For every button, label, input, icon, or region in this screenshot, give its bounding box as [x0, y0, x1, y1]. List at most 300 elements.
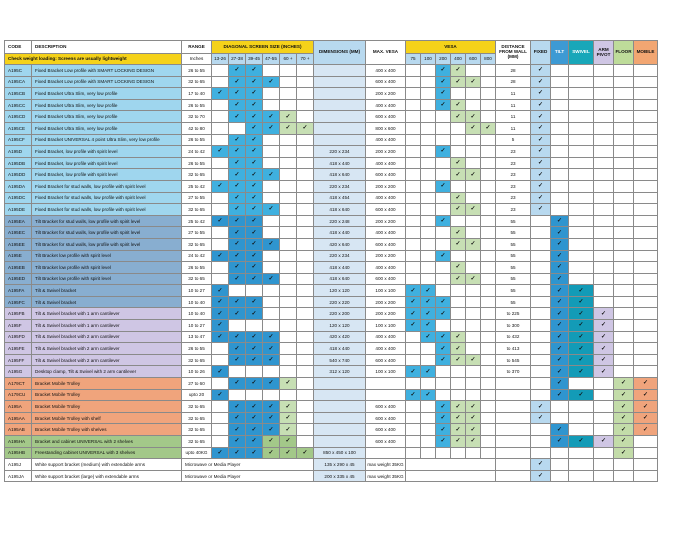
cell-size-check: ✓	[229, 157, 246, 169]
cell-code: A195FF	[5, 354, 32, 366]
cell-size-check: ✓	[246, 76, 263, 88]
cell-size-check	[297, 215, 314, 227]
cell-max-vesa: 400 x 400	[366, 134, 406, 146]
cell-arm-check	[594, 447, 614, 459]
table-row	[5, 470, 658, 482]
cell-swivel-check	[569, 412, 594, 424]
cell-tilt-check	[551, 65, 569, 77]
cell-fixed-check	[531, 389, 551, 401]
cell-fixed-check: ✓	[531, 180, 551, 192]
cell-vesa-check	[466, 343, 481, 355]
cell-vesa-check	[421, 354, 436, 366]
cell-max-vesa: 200 x 200	[366, 180, 406, 192]
cell-distance	[496, 412, 531, 424]
cell-vesa-check	[436, 238, 451, 250]
cell-tilt-check: ✓	[551, 320, 569, 332]
cell-size-check: ✓	[246, 331, 263, 343]
cell-floor-check	[614, 238, 634, 250]
cell-swivel-check	[569, 88, 594, 100]
cell-size-check: ✓	[263, 238, 280, 250]
cell-arm-check	[594, 215, 614, 227]
cell-size-check	[212, 354, 229, 366]
cell-size-check	[297, 424, 314, 436]
cell-arm-check	[594, 157, 614, 169]
cell-vesa-check	[451, 122, 466, 134]
cell-floor-check	[614, 296, 634, 308]
cell-description: Bracket Mobile Trolley with shelves	[32, 424, 182, 436]
cell-size-check	[229, 366, 246, 378]
cell-size-check: ✓	[229, 436, 246, 448]
cell-mobile-check	[634, 447, 658, 459]
cell-range: 27 to 55	[182, 227, 212, 239]
cell-floor-check	[614, 99, 634, 111]
cell-vesa-check: ✓	[436, 308, 451, 320]
cell-size-check: ✓	[246, 401, 263, 413]
cell-vesa-check	[481, 285, 496, 297]
cell-range: Microwave or Media Player	[182, 459, 314, 471]
cell-size-check: ✓	[246, 88, 263, 100]
cell-size-check	[212, 412, 229, 424]
cell-swivel-check: ✓	[569, 436, 594, 448]
cell-vesa-check	[466, 250, 481, 262]
cell-vesa-check	[466, 262, 481, 274]
cell-vesa-check: ✓	[451, 99, 466, 111]
cell-size-check: ✓	[212, 285, 229, 297]
cell-floor-check: ✓	[614, 412, 634, 424]
cell-tilt-check: ✓	[551, 389, 569, 401]
cell-size-check	[263, 88, 280, 100]
cell-dimensions: 220 x 200	[314, 308, 366, 320]
cell-size-check: ✓	[212, 320, 229, 332]
cell-arm-check	[594, 227, 614, 239]
cell-size-check	[212, 169, 229, 181]
cell-mobile-check	[634, 122, 658, 134]
cell-size-check	[280, 146, 297, 158]
weight-note: Check weight loading: Screens are usually lightweight	[5, 54, 182, 65]
cell-vesa-check	[451, 389, 466, 401]
header-mobile: MOBILE	[634, 41, 658, 65]
cell-vesa-check	[451, 134, 466, 146]
cell-size-check: ✓	[229, 227, 246, 239]
cell-max-vesa: 400 x 400	[366, 343, 406, 355]
cell-vesa-check	[421, 204, 436, 216]
cell-size-check	[280, 192, 297, 204]
cell-vesa-check	[481, 157, 496, 169]
size-col-header: 13-26	[212, 54, 229, 65]
cell-size-check	[212, 204, 229, 216]
cell-max-vesa: 600 x 400	[366, 424, 406, 436]
cell-size-check	[212, 122, 229, 134]
cell-code: A195CA	[5, 76, 32, 88]
vesa-col-header: 600	[466, 54, 481, 65]
table-row	[5, 111, 658, 123]
cell-description: Fixed Bracket Low profile with SMART LOCKING DESIGN	[32, 76, 182, 88]
cell-swivel-check	[569, 401, 594, 413]
cell-code: A195DC	[5, 192, 32, 204]
cell-dimensions: 420 x 420	[314, 331, 366, 343]
cell-range: 13 to 47	[182, 331, 212, 343]
cell-floor-check: ✓	[614, 424, 634, 436]
cell-arm-check: ✓	[594, 320, 614, 332]
cell-vesa-check	[436, 285, 451, 297]
cell-vesa-check: ✓	[451, 65, 466, 77]
cell-vesa-check	[406, 192, 421, 204]
cell-mobile-check	[634, 238, 658, 250]
cell-arm-check	[594, 146, 614, 158]
cell-vesa-check	[466, 192, 481, 204]
cell-size-check	[297, 343, 314, 355]
cell-mobile-check	[634, 273, 658, 285]
cell-vesa-check	[481, 343, 496, 355]
cell-size-check	[280, 204, 297, 216]
cell-tilt-check	[551, 146, 569, 158]
cell-vesa-check: ✓	[451, 76, 466, 88]
table-row	[5, 273, 658, 285]
cell-size-check	[246, 285, 263, 297]
cell-dimensions	[314, 76, 366, 88]
cell-size-check: ✓	[246, 99, 263, 111]
cell-size-check	[280, 76, 297, 88]
cell-floor-check	[614, 331, 634, 343]
cell-size-check: ✓	[280, 378, 297, 390]
cell-size-check	[297, 273, 314, 285]
cell-size-check	[297, 180, 314, 192]
cell-arm-check	[594, 76, 614, 88]
cell-mobile-check	[634, 192, 658, 204]
cell-mobile-check	[634, 470, 658, 482]
cell-size-check	[263, 157, 280, 169]
cell-swivel-check	[569, 459, 594, 471]
cell-size-check: ✓	[229, 447, 246, 459]
cell-swivel-check	[569, 273, 594, 285]
cell-arm-check	[594, 169, 614, 181]
cell-code: A195DB	[5, 157, 32, 169]
cell-range: 17 to 40	[182, 88, 212, 100]
cell-size-check	[297, 285, 314, 297]
cell-code: A195CF	[5, 134, 32, 146]
cell-size-check: ✓	[229, 273, 246, 285]
cell-max-vesa: 600 x 400	[366, 204, 406, 216]
table-row	[5, 215, 658, 227]
cell-arm-check: ✓	[594, 366, 614, 378]
table-row	[5, 99, 658, 111]
cell-dimensions: 418 x 440	[314, 157, 366, 169]
cell-tilt-check: ✓	[551, 343, 569, 355]
cell-vesa-check	[466, 285, 481, 297]
cell-mobile-check	[634, 157, 658, 169]
cell-range: 32 to 65	[182, 354, 212, 366]
cell-range: upto 20	[182, 389, 212, 401]
cell-size-check	[280, 88, 297, 100]
cell-vesa-check	[436, 227, 451, 239]
table-row	[5, 122, 658, 134]
cell-fixed-check	[531, 447, 551, 459]
cell-vesa-check	[406, 146, 421, 158]
cell-code: A195AA	[5, 412, 32, 424]
cell-size-check: ✓	[297, 447, 314, 459]
cell-description: White support bracket (large) with extendable arms	[32, 470, 182, 482]
table-row	[5, 447, 658, 459]
cell-mobile-check	[634, 65, 658, 77]
cell-swivel-check	[569, 169, 594, 181]
cell-description: Fixed Bracket Ultra Slim, very low profile	[32, 99, 182, 111]
cell-description: Fixed Bracket UNIVERSAL 4 point Ultra Slim, very low profile	[32, 134, 182, 146]
cell-size-check: ✓	[263, 111, 280, 123]
cell-distance: 28	[496, 65, 531, 77]
cell-max-vesa: 600 x 400	[366, 111, 406, 123]
cell-vesa-check	[436, 366, 451, 378]
cell-floor-check: ✓	[614, 378, 634, 390]
cell-code: A195FA	[5, 285, 32, 297]
cell-dimensions: 135 x 290 x 45	[314, 459, 366, 471]
cell-vesa-check: ✓	[436, 250, 451, 262]
cell-size-check	[263, 134, 280, 146]
cell-size-check: ✓	[280, 111, 297, 123]
cell-dimensions: 220 x 220	[314, 296, 366, 308]
cell-distance: 55	[496, 285, 531, 297]
cell-size-check: ✓	[229, 262, 246, 274]
cell-vesa-check: ✓	[451, 204, 466, 216]
cell-size-check	[297, 354, 314, 366]
header-dimensions: DIMENSIONS (MM)	[314, 41, 366, 65]
cell-floor-check: ✓	[614, 436, 634, 448]
cell-size-check: ✓	[246, 180, 263, 192]
cell-arm-check: ✓	[594, 343, 614, 355]
cell-description: Bracket and cabinet UNIVERSAL with 2 shelves	[32, 436, 182, 448]
cell-distance: 28	[496, 76, 531, 88]
cell-dimensions: 418 x 640	[314, 169, 366, 181]
cell-description: Tilt & Swivel bracket	[32, 296, 182, 308]
cell-mobile-check	[634, 180, 658, 192]
cell-mobile-check	[634, 459, 658, 471]
cell-mobile-check: ✓	[634, 401, 658, 413]
size-col-header: 70 +	[297, 54, 314, 65]
cell-swivel-check: ✓	[569, 285, 594, 297]
cell-mobile-check	[634, 366, 658, 378]
product-table-container	[4, 40, 658, 482]
cell-tilt-check: ✓	[551, 238, 569, 250]
cell-mobile-check	[634, 436, 658, 448]
cell-mobile-check	[634, 343, 658, 355]
cell-size-check	[297, 134, 314, 146]
cell-fixed-check	[531, 273, 551, 285]
cell-swivel-check	[569, 204, 594, 216]
cell-dimensions: 220 x 234	[314, 180, 366, 192]
cell-size-check	[280, 320, 297, 332]
cell-mobile-check	[634, 308, 658, 320]
cell-arm-check	[594, 122, 614, 134]
cell-distance: 55	[496, 250, 531, 262]
cell-size-check: ✓	[246, 424, 263, 436]
cell-vesa-check	[466, 296, 481, 308]
cell-size-check	[297, 65, 314, 77]
cell-max-vesa: 400 x 400	[366, 331, 406, 343]
table-row	[5, 412, 658, 424]
cell-vesa-check: ✓	[436, 146, 451, 158]
cell-vesa-check	[406, 65, 421, 77]
cell-vesa-check	[451, 88, 466, 100]
cell-code: A195G	[5, 366, 32, 378]
cell-size-check: ✓	[246, 227, 263, 239]
cell-size-check: ✓	[246, 146, 263, 158]
cell-vesa-check	[481, 238, 496, 250]
cell-code: A195CD	[5, 111, 32, 123]
cell-size-check: ✓	[263, 424, 280, 436]
cell-size-check: ✓	[212, 250, 229, 262]
cell-size-check: ✓	[263, 354, 280, 366]
cell-code: A195C	[5, 65, 32, 77]
cell-fixed-check	[531, 366, 551, 378]
cell-vesa-check: ✓	[451, 238, 466, 250]
cell-size-check	[263, 192, 280, 204]
table-body	[5, 65, 658, 482]
cell-size-check: ✓	[229, 354, 246, 366]
cell-size-check: ✓	[229, 88, 246, 100]
cell-swivel-check: ✓	[569, 343, 594, 355]
cell-size-check	[263, 250, 280, 262]
vesa-col-header: 100	[421, 54, 436, 65]
cell-size-check	[212, 401, 229, 413]
cell-size-check	[263, 227, 280, 239]
cell-swivel-check	[569, 180, 594, 192]
cell-size-check: ✓	[263, 76, 280, 88]
cell-code: A195EA	[5, 215, 32, 227]
cell-range: 26 to 55	[182, 262, 212, 274]
cell-size-check: ✓	[229, 296, 246, 308]
cell-vesa-check: ✓	[436, 296, 451, 308]
cell-mobile-check	[634, 262, 658, 274]
cell-vesa-check: ✓	[436, 412, 451, 424]
cell-size-check: ✓	[212, 180, 229, 192]
cell-tilt-check	[551, 134, 569, 146]
header-distance-from-wall: DISTANCE FROM WALL (MM)	[496, 41, 531, 65]
cell-size-check	[280, 389, 297, 401]
cell-size-check	[297, 99, 314, 111]
cell-vesa-check	[481, 250, 496, 262]
cell-code: A179CU	[5, 389, 32, 401]
cell-size-check: ✓	[229, 111, 246, 123]
cell-description: Fixed Bracket for stud walls, low profile with spirit level	[32, 192, 182, 204]
cell-size-check: ✓	[263, 204, 280, 216]
cell-size-check	[297, 146, 314, 158]
cell-vesa-check	[406, 343, 421, 355]
cell-vesa-check	[406, 122, 421, 134]
cell-vesa-check	[481, 192, 496, 204]
cell-vesa-check	[451, 308, 466, 320]
cell-vesa-check: ✓	[466, 436, 481, 448]
cell-tilt-check	[551, 157, 569, 169]
cell-vesa-check	[406, 227, 421, 239]
cell-distance: 23	[496, 180, 531, 192]
cell-size-check	[246, 320, 263, 332]
cell-arm-check	[594, 412, 614, 424]
cell-description: Bracket Mobile Trolley with shelf	[32, 412, 182, 424]
cell-arm-check	[594, 470, 614, 482]
cell-vesa-check	[481, 169, 496, 181]
header-floor: FLOOR	[614, 41, 634, 65]
cell-vesa-check	[481, 296, 496, 308]
cell-fixed-check: ✓	[531, 204, 551, 216]
cell-distance: 11	[496, 111, 531, 123]
cell-size-check	[212, 436, 229, 448]
cell-fixed-check	[531, 250, 551, 262]
cell-floor-check	[614, 146, 634, 158]
cell-size-check	[212, 273, 229, 285]
table-row	[5, 401, 658, 413]
cell-code: A195D	[5, 146, 32, 158]
cell-description: Tilt & Swivel bracket with 2 arm cantilever	[32, 354, 182, 366]
cell-size-check: ✓	[229, 65, 246, 77]
cell-size-check	[297, 238, 314, 250]
header-diagonal-size: DIAGONAL SCREEN SIZE (INCHES)	[212, 41, 314, 54]
cell-size-check	[297, 262, 314, 274]
cell-vesa-check	[421, 134, 436, 146]
cell-vesa-check	[466, 308, 481, 320]
cell-vesa-check	[421, 436, 436, 448]
cell-range: 32 to 70	[182, 111, 212, 123]
cell-fixed-check: ✓	[531, 401, 551, 413]
cell-range: 26 to 55	[182, 134, 212, 146]
cell-fixed-check: ✓	[531, 134, 551, 146]
header-inches: Inches	[182, 54, 212, 65]
cell-vesa-check	[406, 88, 421, 100]
cell-size-check	[280, 250, 297, 262]
cell-size-check: ✓	[246, 134, 263, 146]
cell-vesa-check	[421, 447, 436, 459]
cell-tilt-check	[551, 401, 569, 413]
cell-swivel-check: ✓	[569, 308, 594, 320]
cell-distance	[496, 459, 531, 471]
cell-size-check: ✓	[212, 389, 229, 401]
cell-floor-check	[614, 366, 634, 378]
cell-size-check	[297, 204, 314, 216]
cell-vesa-check	[406, 76, 421, 88]
cell-floor-check	[614, 273, 634, 285]
cell-vesa-check: ✓	[406, 285, 421, 297]
cell-vesa-check	[481, 447, 496, 459]
cell-vesa-check: ✓	[451, 169, 466, 181]
cell-size-check: ✓	[280, 436, 297, 448]
cell-vesa-check	[466, 389, 481, 401]
cell-vesa-check: ✓	[451, 343, 466, 355]
cell-floor-check	[614, 204, 634, 216]
cell-size-check	[280, 238, 297, 250]
cell-fixed-check: ✓	[531, 192, 551, 204]
cell-vesa-check	[451, 447, 466, 459]
table-row	[5, 354, 658, 366]
cell-dimensions: 540 x 740	[314, 354, 366, 366]
cell-tilt-check	[551, 204, 569, 216]
cell-code: A195A	[5, 401, 32, 413]
cell-size-check: ✓	[263, 378, 280, 390]
cell-description: Fixed Bracket, low profile with spirit level	[32, 146, 182, 158]
cell-size-check	[212, 65, 229, 77]
cell-vesa-check	[421, 215, 436, 227]
cell-vesa-check: ✓	[451, 262, 466, 274]
cell-size-check	[263, 215, 280, 227]
cell-vesa-check: ✓	[466, 122, 481, 134]
size-col-header: 47-55	[263, 54, 280, 65]
cell-vesa-check	[481, 320, 496, 332]
cell-dimensions: 850 x 450 x 100	[314, 447, 366, 459]
table-row	[5, 227, 658, 239]
cell-vesa-check	[421, 88, 436, 100]
cell-arm-check	[594, 111, 614, 123]
cell-size-check: ✓	[246, 354, 263, 366]
cell-size-check	[263, 296, 280, 308]
cell-range: 26 to 55	[182, 157, 212, 169]
cell-vesa-check	[481, 262, 496, 274]
